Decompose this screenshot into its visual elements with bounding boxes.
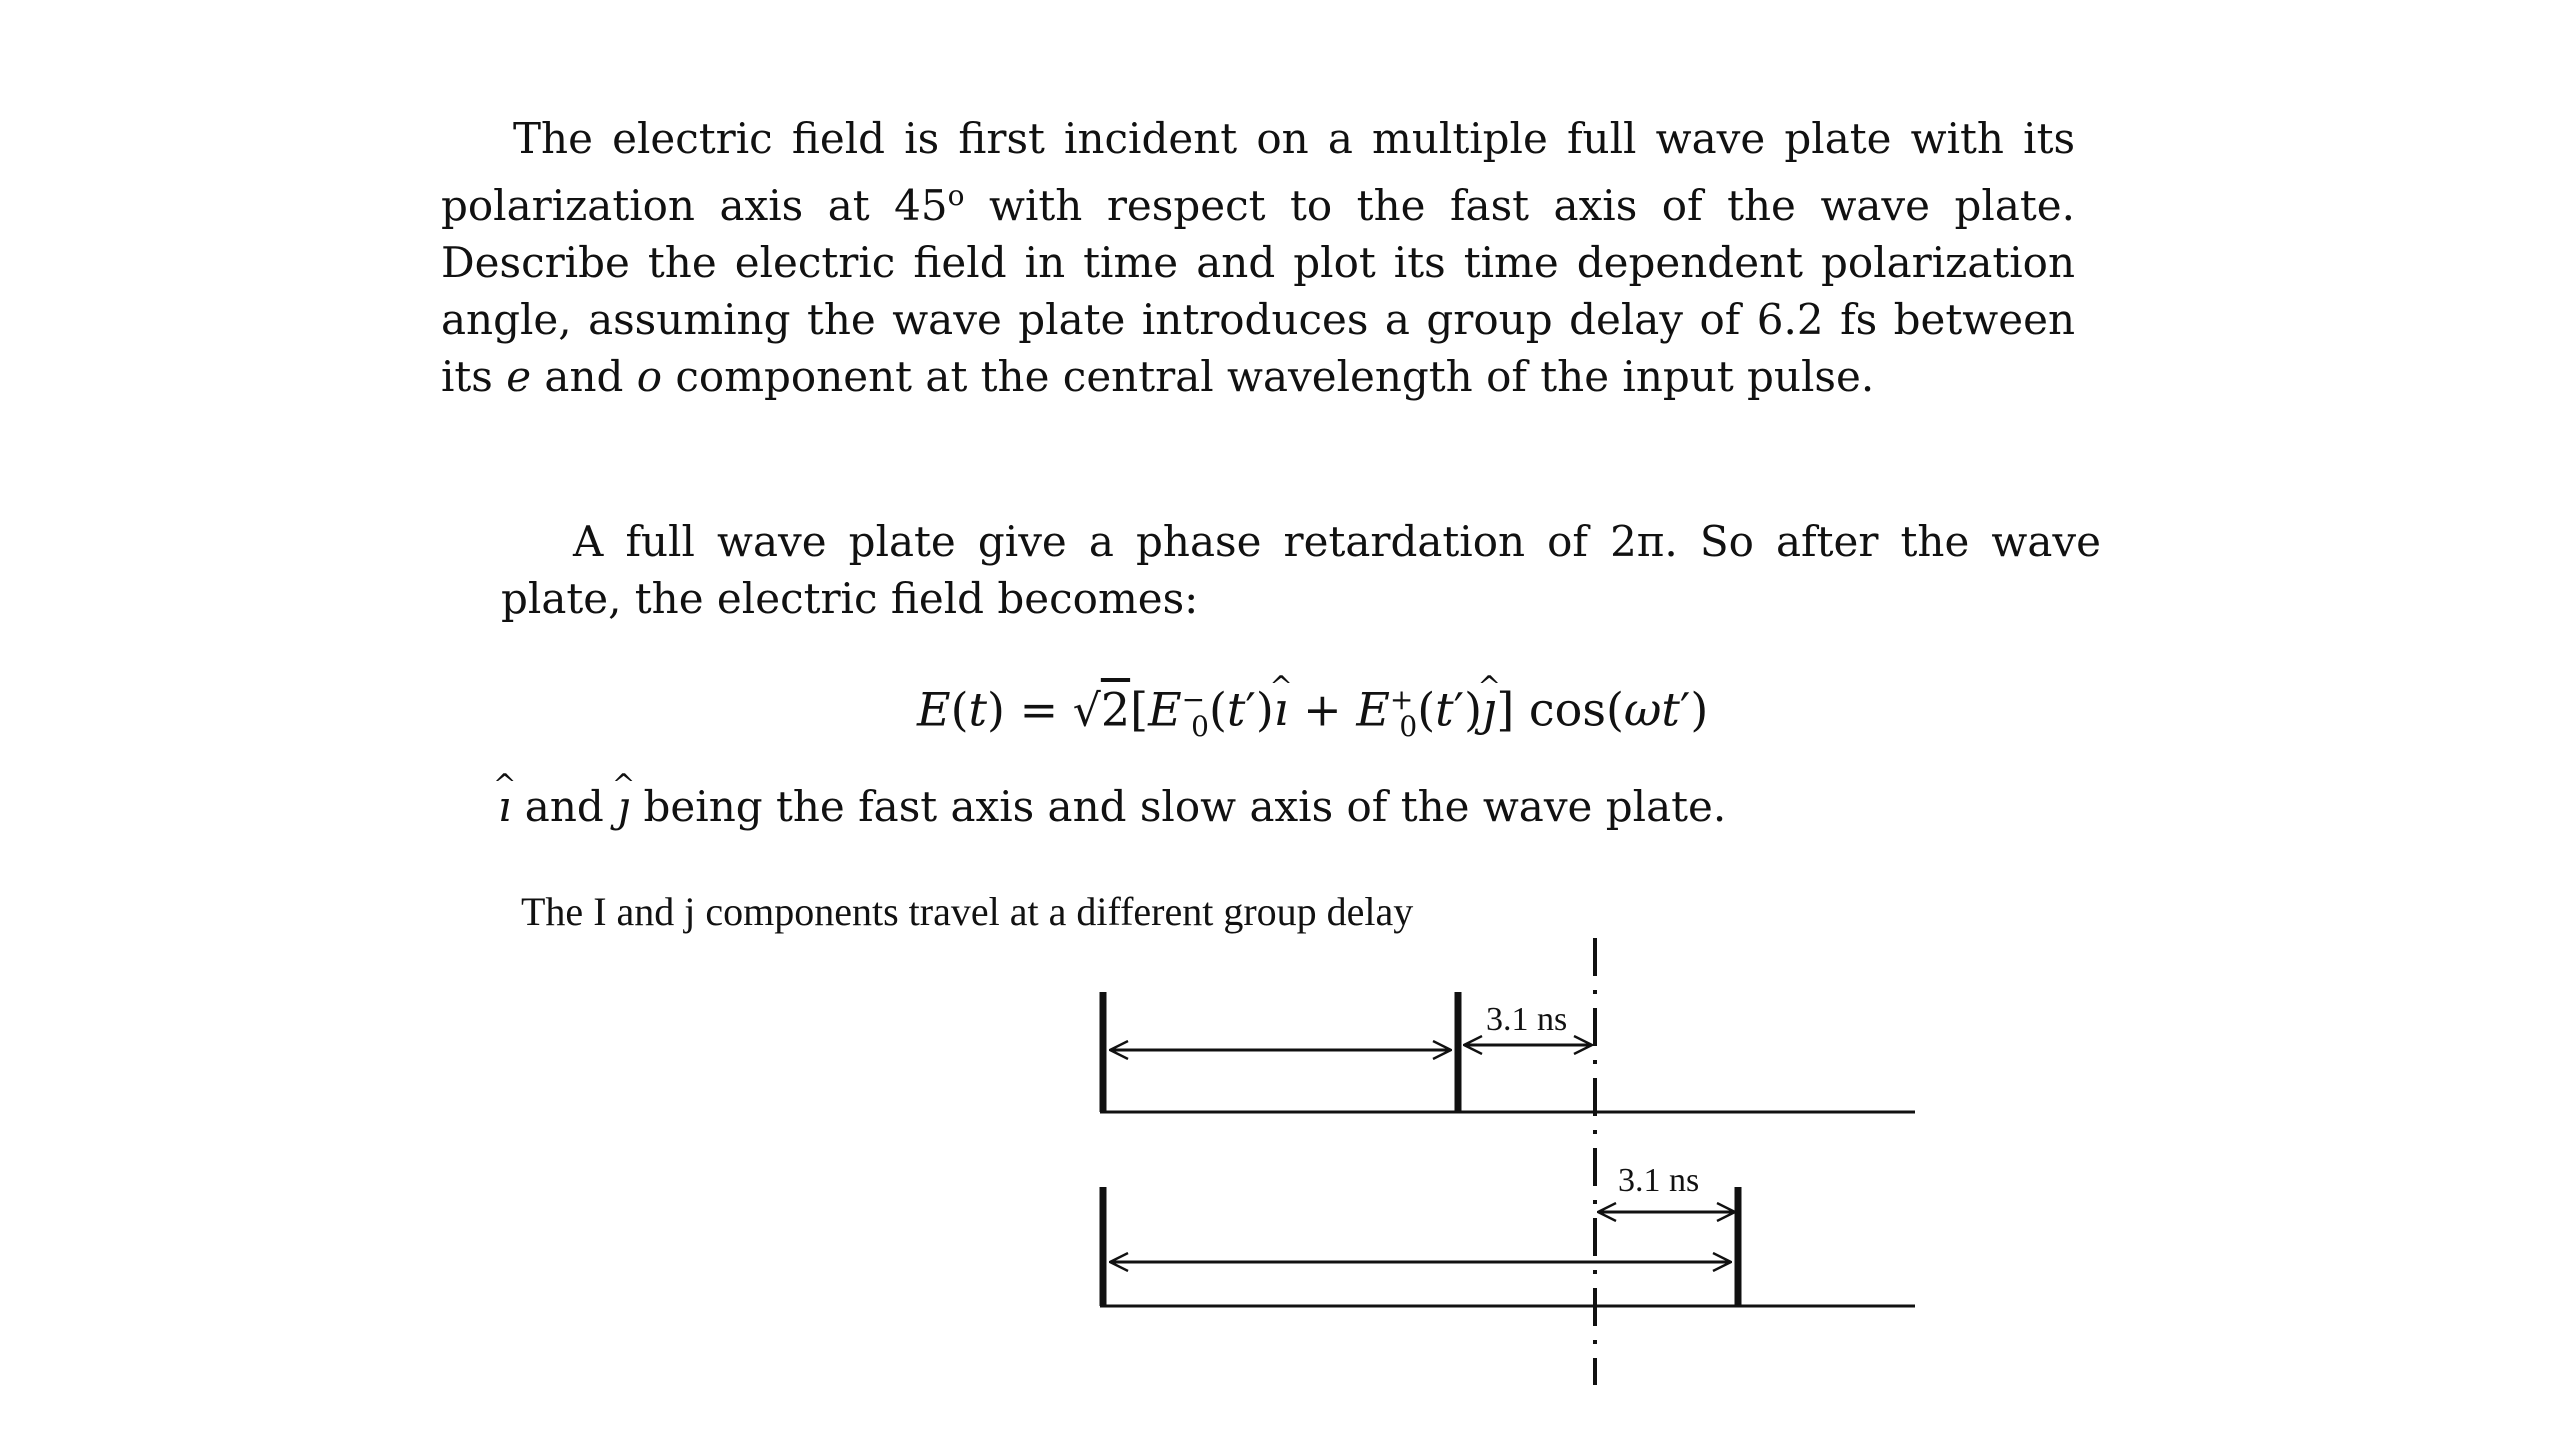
question-paragraph: The electric field is first incident on a multiple full wave plate with its polarization axis at 45$^o$ with respect to the fast axis of the wave plate. Describe the electric field in time and plot its time dependent polarization angle, assuming the wave plate introduces a group delay of 6.2 fs between its e and o component at the central wavelength of the input pulse. <box>441 114 2075 401</box>
answer-intro-paragraph: A full wave plate give a phase retardation of 2π. So after the wave plate, the electric field becomes: <box>501 517 2101 623</box>
bottom-component-trace <box>1100 1162 1915 1306</box>
axes-note: ^ ı and ^ ȷ being the fast axis and slow axis of the wave plate. <box>498 778 1726 835</box>
top-component-trace <box>1100 992 1915 1112</box>
top-delay-label: 3.1 ns <box>1486 1001 1568 1038</box>
figure-caption: The I and j components travel at a different group delay <box>521 889 1414 934</box>
bottom-delay-label: 3.1 ns <box>1618 1162 1700 1199</box>
field-equation: $E(t) = √2[E^-_0(t')\^{}$ ı + $E^+_0(t')\^{}$ ȷ] cos(ωt′) <box>917 670 1708 757</box>
